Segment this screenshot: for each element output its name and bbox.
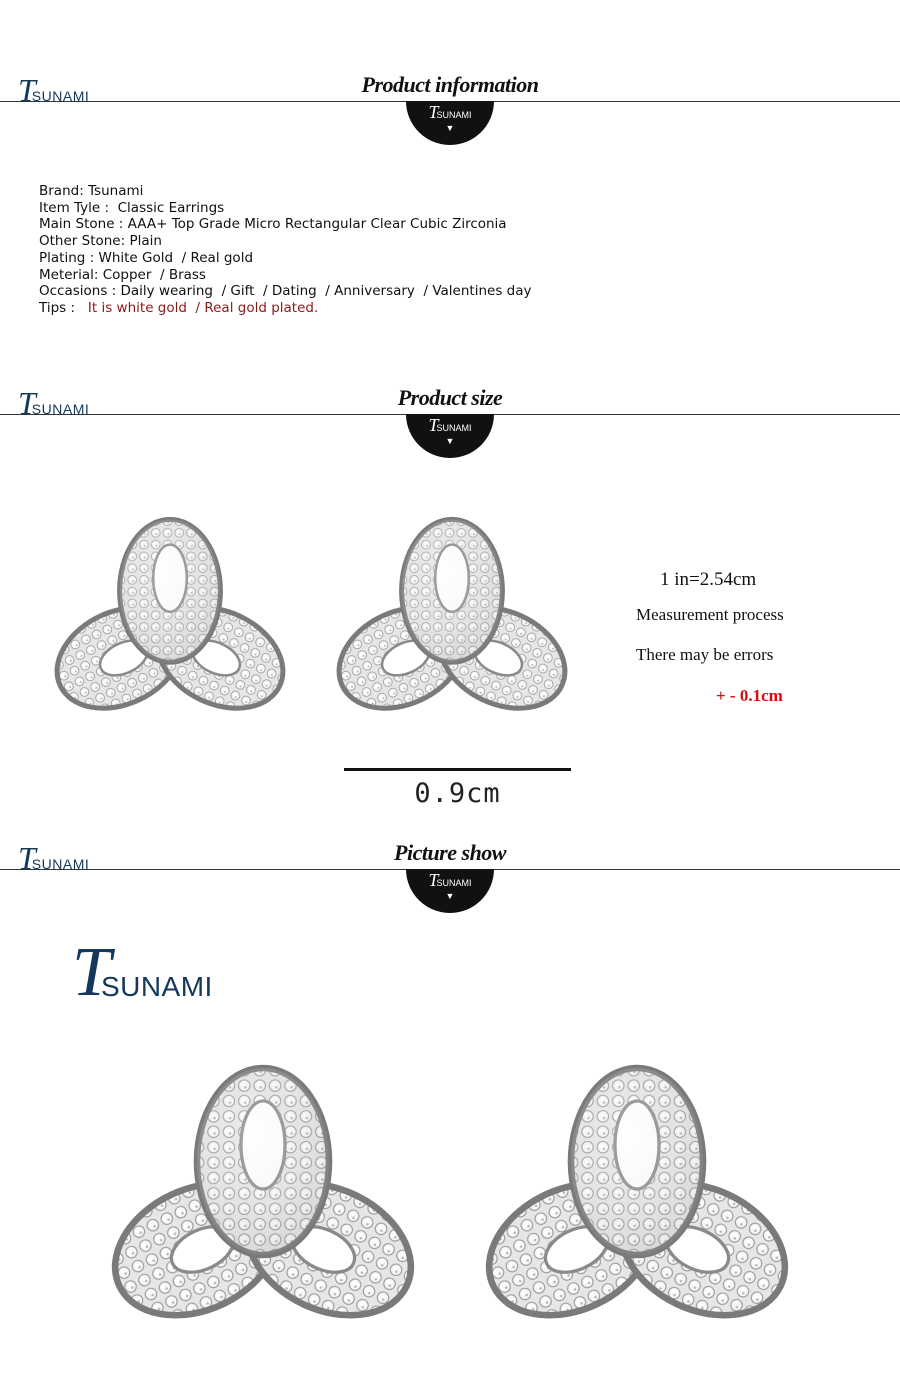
product-info: [39, 183, 531, 317]
brand-logo-large: T SUNAMI: [72, 934, 213, 1011]
triangle-down-icon: ▼: [445, 436, 455, 446]
triangle-down-icon: ▼: [445, 123, 455, 133]
section-title: Picture show: [394, 840, 506, 865]
header-badge: [406, 869, 494, 913]
info-occasions: Occasions : Daily wearing / Gift / Dating / Anniversary / Valentines day: [39, 283, 532, 300]
badge-logo: T SUNAMI: [428, 870, 472, 890]
tips-label: Tips :: [39, 299, 88, 316]
width-measure-label: 0.9cm: [414, 778, 501, 809]
triangle-down-icon: ▼: [445, 891, 455, 901]
info-item-type: Item Tyle : Classic Earrings: [39, 199, 225, 216]
earring-image-left: [44, 500, 296, 732]
info-brand: Brand: Tsunami: [39, 183, 144, 199]
size-tolerance: + - 0.1cm: [716, 686, 783, 705]
badge-logo: T SUNAMI: [428, 102, 472, 122]
section-title: Product size: [397, 385, 503, 410]
section-title: Product information: [361, 72, 539, 97]
brand-logo: T SUNAMI: [18, 72, 90, 108]
earring-image-right: [326, 500, 578, 732]
earring-image-large-left: [98, 1042, 428, 1347]
info-plating: Plating : White Gold / Real gold: [39, 249, 254, 266]
badge-logo: T SUNAMI: [428, 415, 472, 435]
info-main-stone: Main Stone : AAA+ Top Grade Micro Rectangular Clear Cubic Zirconia: [39, 216, 507, 233]
tips-value: It is white gold / Real gold plated.: [87, 299, 319, 316]
earring-image-large-right: [472, 1042, 802, 1347]
brand-logo: T SUNAMI: [18, 840, 90, 876]
width-measure-line: [344, 768, 571, 771]
section-header-size: [0, 381, 900, 451]
info-other-stone: Other Stone: Plain: [39, 233, 162, 250]
section-header-info: [0, 68, 900, 138]
info-material: Meterial: Copper / Brass: [39, 266, 206, 283]
section-header-show: [0, 836, 900, 906]
size-note-process: Measurement process: [636, 605, 784, 624]
info-tips: [39, 300, 531, 317]
header-badge: [406, 414, 494, 458]
header-badge: [406, 101, 494, 145]
brand-logo: T SUNAMI: [18, 385, 90, 421]
size-note-errors: There may be errors: [636, 645, 774, 664]
size-conversion: 1 in=2.54cm: [660, 569, 757, 590]
